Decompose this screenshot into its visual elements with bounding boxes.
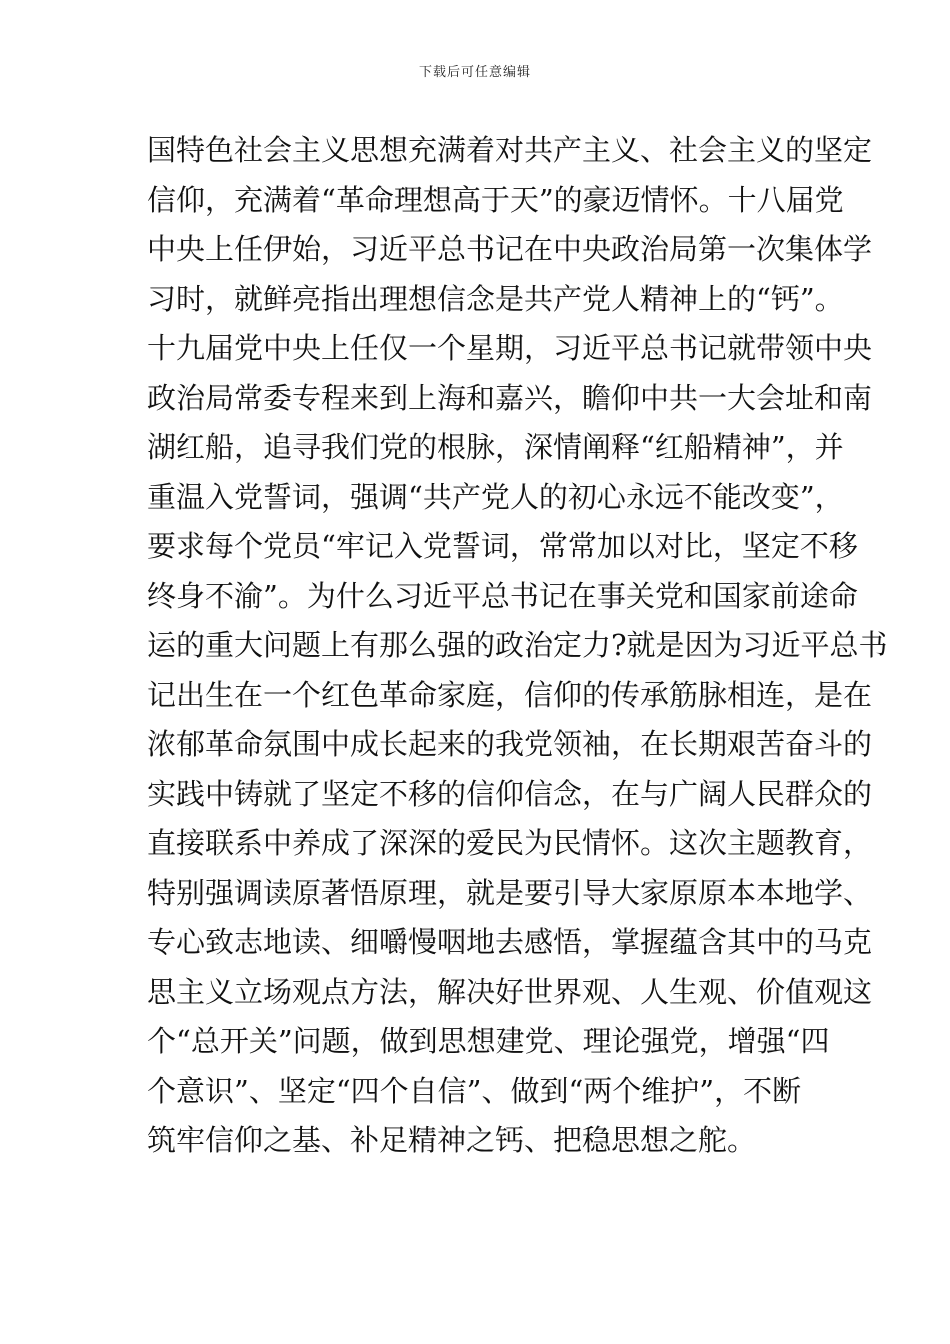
text-line: 国特色社会主义思想充满着对共产主义、社会主义的坚定 xyxy=(147,133,873,167)
text-line: 湖红船，追寻我们党的根脉，深情阐释“红船精神”，并 xyxy=(147,430,844,464)
text-line: 特别强调读原著悟原理，就是要引导大家原原本本地学、 xyxy=(147,875,873,910)
text-line: 记出生在一个红色革命家庭，信仰的传承筋脉相连，是在 xyxy=(147,677,873,712)
text-line: 浓郁革命氛围中成长起来的我党领袖，在长期艰苦奋斗的 xyxy=(147,727,873,761)
text-line: 习时，就鲜亮指出理想信念是共产党人精神上的“钙”。 xyxy=(147,281,844,316)
text-line: 直接联系中养成了深深的爱民为民情怀。这次主题教育， xyxy=(147,826,873,860)
text-line: 十九届党中央上任仅一个星期，习近平总书记就带领中央 xyxy=(147,331,873,365)
text-line: 中央上任伊始，习近平总书记在中央政治局第一次集体学 xyxy=(147,232,873,266)
body-paragraph xyxy=(147,126,888,1166)
text-line: 信仰，充满着“革命理想高于天”的豪迈情怀。十八届党 xyxy=(147,182,844,217)
text-line: 思主义立场观点方法，解决好世界观、人生观、价值观这 xyxy=(147,974,873,1009)
page-header-note: 下载后可任意编辑 xyxy=(418,65,531,80)
text-line: 终身不渝”。为什么习近平总书记在事关党和国家前途命 xyxy=(147,578,858,613)
text-line: 运的重大问题上有那么强的政治定力?就是因为习近平总书 xyxy=(147,628,888,662)
text-line: 重温入党誓词，强调“共产党人的初心永远不能改变”， xyxy=(147,479,844,514)
text-line: 实践中铸就了坚定不移的信仰信念，在与广阔人民群众的 xyxy=(147,776,873,811)
text-line: 个“总开关”问题，做到思想建党、理论强党，增强“四 xyxy=(147,1024,830,1058)
text-line: 个意识”、坚定“四个自信”、做到“两个维护”，不断 xyxy=(147,1073,802,1108)
text-line: 要求每个党员“牢记入党誓词，常常加以对比，坚定不移 xyxy=(147,529,858,563)
text-line: 政治局常委专程来到上海和嘉兴，瞻仰中共一大会址和南 xyxy=(147,380,873,415)
text-line: 筑牢信仰之基、补足精神之钙、把稳思想之舵。 xyxy=(147,1123,757,1157)
text-line: 专心致志地读、细嚼慢咽地去感悟，掌握蕴含其中的马克 xyxy=(147,925,873,959)
